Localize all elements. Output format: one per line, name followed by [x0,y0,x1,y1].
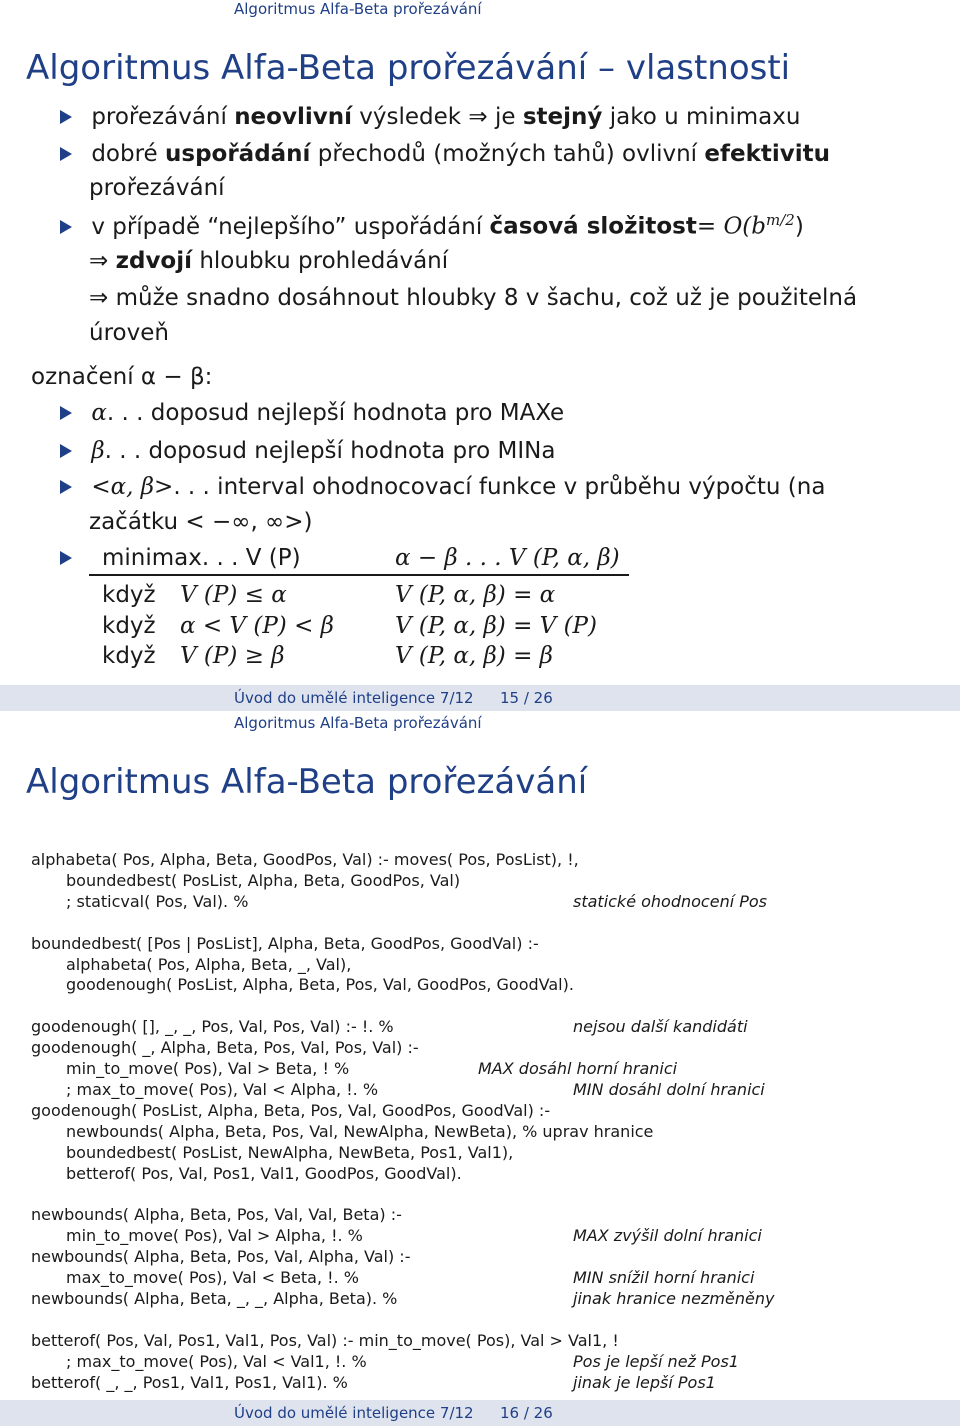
slide-title: Algoritmus Alfa-Beta prořezávání [26,762,588,802]
bullet-3: v případě “nejlepšího” uspořádání časová složitost= $O(b^{m/2})$ [60,213,804,239]
bullet-triangle-icon [60,406,72,420]
table-row-2-cond: α < V (P) < β [180,613,334,639]
footer-page: 16 / 26 [500,1404,553,1422]
code-line: min_to_move( Pos), Val > Beta, ! % [66,1059,350,1078]
code-line: newbounds( Alpha, Beta, Pos, Val, Val, Beta) :- [31,1205,402,1224]
slide-header: Algoritmus Alfa-Beta prořezávání [234,0,482,18]
table-row-1-key: když [102,582,156,608]
table-row-2-key: když [102,613,156,639]
code-line: goodenough( PosList, Alpha, Beta, Pos, Val, GoodPos, GoodVal). [66,975,574,994]
code-line: betterof( Pos, Val, Pos1, Val1, GoodPos, GoodVal). [66,1164,462,1183]
alpha-bullet: α. . . doposud nejlepší hodnota pro MAXe [60,402,564,425]
code-comment: Pos je lepší než Pos1 [573,1352,739,1371]
slide-title: Algoritmus Alfa-Beta prořezávání – vlastnosti [26,48,791,88]
code-line: alphabeta( Pos, Alpha, Beta, _, Val), [66,955,352,974]
beta-bullet: β. . . doposud nejlepší hodnota pro MINa [60,440,555,463]
footer-page: 15 / 26 [500,689,553,707]
code-line: betterof( Pos, Val, Pos1, Val1, Pos, Val) :- min_to_move( Pos), Val > Val1, ! [31,1331,619,1350]
table-row-3-cond: V (P) ≥ β [180,643,285,669]
code-line: goodenough( PosList, Alpha, Beta, Pos, Val, GoodPos, GoodVal) :- [31,1101,551,1120]
code-line: betterof( _, _, Pos1, Val1, Pos1, Val1). % [31,1373,348,1392]
code-comment: jinak je lepší Pos1 [573,1373,716,1392]
code-comment: MAX dosáhl horní hranici [478,1059,678,1078]
bullet-triangle-icon [60,480,72,494]
interval-bullet: <α, β>. . . interval ohodnocovací funkce v průběhu výpočtu (na [60,476,825,499]
slide-footer [0,685,960,711]
table-row-1-cond: V (P) ≤ α [180,582,287,608]
table-row-1-result: V (P, α, β) = α [395,582,556,608]
bullet-triangle-icon [60,147,72,161]
code-comment: statické ohodnocení Pos [573,892,768,911]
slide-footer [0,1400,960,1426]
bullet-triangle-icon [60,551,72,565]
code-line: max_to_move( Pos), Val < Beta, !. % [66,1268,359,1287]
code-line: boundedbest( PosList, NewAlpha, NewBeta, Pos1, Val1), [66,1143,514,1162]
footer-course: Úvod do umělé inteligence 7/12 [234,689,474,707]
code-line: boundedbest( [Pos | PosList], Alpha, Beta, GoodPos, GoodVal) :- [31,934,539,953]
oznaceni-line: označení α − β: [31,364,213,390]
code-line: ; staticval( Pos, Val). % [66,892,249,911]
bullet-triangle-icon [60,444,72,458]
table-row-2-result: V (P, α, β) = V (P) [395,613,597,639]
bullet-3-line-2: ⇒ zdvojí hloubku prohledávání [89,248,449,274]
code-line: ; max_to_move( Pos), Val < Val1, !. % [66,1352,367,1371]
code-line: newbounds( Alpha, Beta, Pos, Val, Alpha, Val) :- [31,1247,411,1266]
bullet-2: dobré uspořádání přechodů (možných tahů) ovlivní efektivitu [60,143,830,166]
bullet-3-line-3: ⇒ může snadno dosáhnout hloubky 8 v šachu, což už je použitelná [89,285,858,311]
table-rule [89,574,629,576]
interval-bullet-cont: začátku < −∞, ∞>) [89,509,313,535]
slide-header: Algoritmus Alfa-Beta prořezávání [234,714,482,732]
code-line: newbounds( Alpha, Beta, Pos, Val, NewAlpha, NewBeta), % uprav hranice [66,1122,654,1141]
code-comment: nejsou další kandidáti [573,1017,748,1036]
table-row-3-key: když [102,643,156,669]
code-comment: MIN snížil horní hranici [573,1268,755,1287]
bullet-triangle-icon [60,110,72,124]
bullet-2-cont: prořezávání [89,175,225,201]
code-line: newbounds( Alpha, Beta, _, _, Alpha, Beta). % [31,1289,398,1308]
code-line: goodenough( [], _, _, Pos, Val, Pos, Val) :- !. % [31,1017,394,1036]
table-header-right: α − β . . . V (P, α, β) [395,545,620,571]
code-comment: MAX zvýšil dolní hranici [573,1226,762,1245]
code-line: alphabeta( Pos, Alpha, Beta, GoodPos, Val) :- moves( Pos, PosList), !, [31,850,579,869]
code-line: boundedbest( PosList, Alpha, Beta, GoodPos, Val) [66,871,461,890]
code-comment: MIN dosáhl dolní hranici [573,1080,765,1099]
bullet-1: prořezávání neovlivní výsledek ⇒ je stejný jako u minimaxu [60,106,800,129]
table-header-left: minimax. . . V (P) [102,545,301,571]
table-row-3-result: V (P, α, β) = β [395,643,553,669]
code-line: ; max_to_move( Pos), Val < Alpha, !. % [66,1080,379,1099]
code-line: goodenough( _, Alpha, Beta, Pos, Val, Pos, Val) :- [31,1038,419,1057]
footer-course: Úvod do umělé inteligence 7/12 [234,1404,474,1422]
table-bullet [60,547,72,570]
code-comment: jinak hranice nezměněny [573,1289,775,1308]
code-line: min_to_move( Pos), Val > Alpha, !. % [66,1226,363,1245]
bullet-3-line-4: úroveň [89,320,169,346]
bullet-triangle-icon [60,220,72,234]
